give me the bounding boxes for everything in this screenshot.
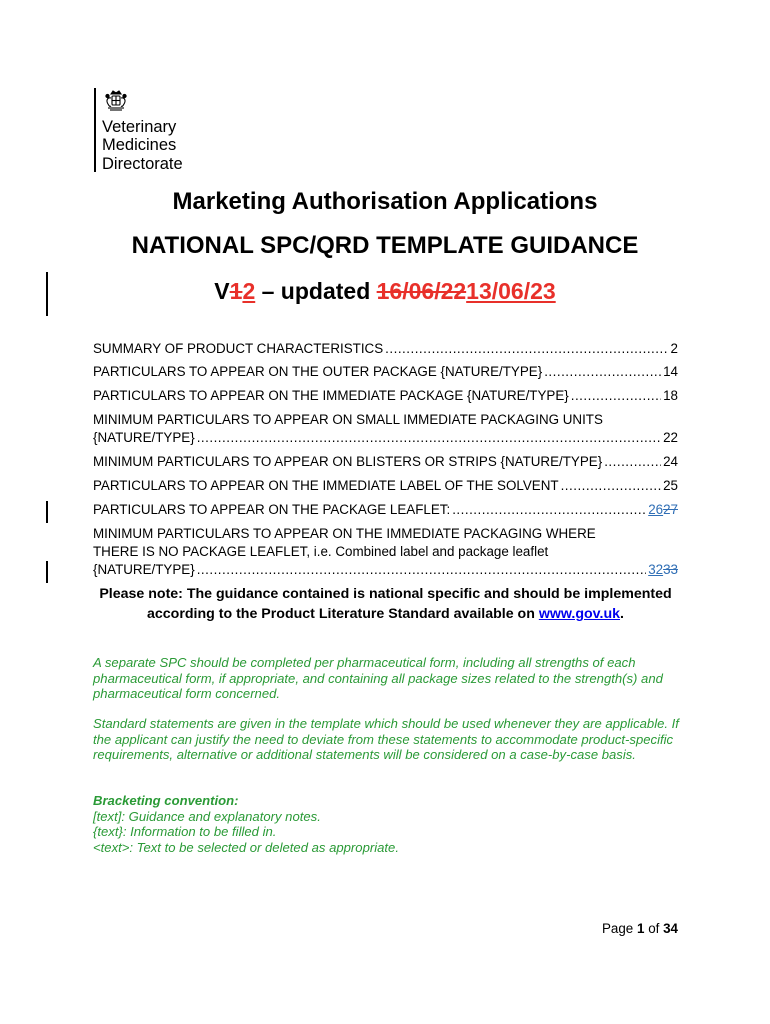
toc-entry-page: 14	[663, 364, 678, 379]
toc-entry-title: PARTICULARS TO APPEAR ON THE IMMEDIATE LABEL OF THE SOLVENT	[93, 478, 559, 493]
logo-divider	[94, 88, 96, 172]
toc-entry[interactable]	[93, 477, 678, 495]
toc-entry[interactable]	[93, 501, 678, 519]
change-bar	[46, 561, 48, 583]
toc-page-inserted: 32	[648, 562, 664, 577]
national-specific-note	[93, 584, 678, 624]
toc-entry-title: PARTICULARS TO APPEAR ON THE PACKAGE LEAFLET:	[93, 502, 451, 517]
toc-entry-title: {NATURE/TYPE}	[93, 562, 195, 577]
page-word: Page	[601, 921, 634, 936]
toc-leader	[385, 340, 668, 358]
toc-leader	[561, 477, 662, 495]
toc-leader	[197, 429, 661, 447]
toc-entry[interactable]	[93, 387, 678, 405]
document-subtitle: NATIONAL SPC/QRD TEMPLATE GUIDANCE	[131, 232, 639, 259]
change-bar	[46, 501, 48, 523]
bracketing-rule-2: {text}: Information to be filled in.	[93, 824, 277, 839]
toc-entry-page: 25	[663, 478, 678, 493]
toc-entry-title: PARTICULARS TO APPEAR ON THE OUTER PACKAGE {NATURE/TYPE}	[93, 364, 543, 379]
toc-entry-title: PARTICULARS TO APPEAR ON THE IMMEDIATE PACKAGE {NATURE/TYPE}	[93, 388, 569, 403]
toc-leader	[604, 453, 661, 471]
toc-entry-page: 24	[663, 454, 678, 469]
toc-entry-line: THERE IS NO PACKAGE LEAFLET, i.e. Combined label and package leaflet	[93, 544, 549, 559]
total-pages: 34	[663, 921, 678, 936]
version-line	[0, 278, 770, 305]
toc-entry[interactable]	[93, 453, 678, 471]
bracketing-rule-3: <text>: Text to be selected or deleted as appropriate.	[93, 839, 399, 855]
toc-leader	[197, 561, 646, 579]
toc-page-inserted: 26	[648, 502, 664, 517]
toc-entry-line: MINIMUM PARTICULARS TO APPEAR ON SMALL IMMEDIATE PACKAGING UNITS	[93, 412, 603, 427]
version-inserted-date: 13/06/23	[466, 278, 556, 304]
logo-line-1: Veterinary	[102, 118, 177, 136]
version-middle: – updated	[255, 278, 377, 304]
guidance-paragraph-1: A separate SPC should be completed per pharmaceutical form, including all strengths of each pharmaceutical form, if appropriate, and containing all package sizes related to the strength(s) and pharmaceutical form concerned.	[93, 655, 663, 701]
current-page: 1	[637, 921, 645, 936]
toc-entry[interactable]	[93, 429, 678, 447]
page-number	[602, 921, 678, 936]
toc-leader	[452, 501, 646, 519]
royal-crest-icon	[103, 88, 129, 114]
version-deleted-date: 16/06/22	[376, 278, 467, 304]
version-deleted-number: 1	[229, 278, 243, 304]
toc-entry-page: 2	[670, 341, 678, 356]
toc-entry-title: {NATURE/TYPE}	[93, 430, 195, 445]
guidance-paragraph-2: Standard statements are given in the template which should be used whenever they are applicable. If the applicant can justify the need to deviate from these statements to accommodate product-specific requirements, alternative or additional statements will be considered on a case-by-case basis.	[93, 716, 679, 762]
toc-entry[interactable]	[93, 561, 678, 579]
toc-entry[interactable]	[93, 363, 678, 381]
toc-leader	[544, 363, 661, 381]
toc-leader	[571, 387, 661, 405]
bracketing-rule-1: [text]: Guidance and explanatory notes.	[93, 808, 321, 824]
logo-line-2: Medicines	[102, 136, 177, 155]
version-inserted-number: 2	[242, 278, 256, 304]
note-period: .	[620, 606, 624, 622]
toc-entry[interactable]	[93, 340, 678, 358]
of-word: of	[648, 921, 660, 936]
gov-uk-link[interactable]: www.gov.uk	[538, 606, 621, 622]
bracketing-convention	[93, 793, 683, 855]
note-text: Please note: The guidance contained is national specific and should be implemented according to the Product Literature Standard available on	[99, 586, 672, 622]
toc-entry-title: MINIMUM PARTICULARS TO APPEAR ON BLISTERS OR STRIPS {NATURE/TYPE}	[93, 454, 603, 469]
logo-text	[102, 118, 183, 173]
toc-entry-page: 18	[663, 388, 678, 403]
toc-page-deleted: 27	[663, 502, 678, 517]
change-bar	[46, 272, 48, 316]
version-prefix: V	[214, 278, 230, 304]
toc-entry-page: 22	[663, 430, 678, 445]
toc-page-deleted: 33	[663, 562, 678, 577]
logo-line-3: Directorate	[102, 154, 183, 173]
document-title: Marketing Authorisation Applications	[172, 188, 598, 215]
toc-entry-title: SUMMARY OF PRODUCT CHARACTERISTICS	[93, 341, 384, 356]
bracketing-heading: Bracketing convention:	[93, 793, 239, 808]
toc-entry-line: MINIMUM PARTICULARS TO APPEAR ON THE IMMEDIATE PACKAGING WHERE	[93, 526, 596, 541]
